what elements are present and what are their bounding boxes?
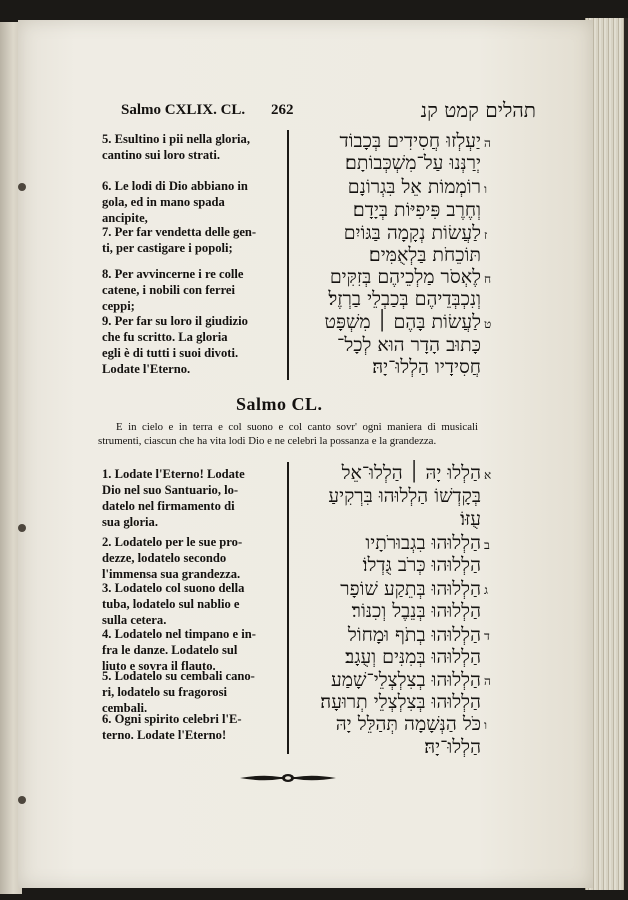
binding-hole: [18, 183, 26, 191]
hebrew-line: הַלְלוּהוּ כְּרֹב גֻּדְלוֹ׃: [362, 554, 481, 576]
page-number: 262: [271, 102, 294, 118]
end-ornament: [238, 771, 338, 785]
hebrew-line: הַלְלוּ־יָהּ׃: [424, 736, 481, 758]
psalm150-verse-4: 4. Lodatelo nel timpano e in- fra le danze. Lodatelo sul liuto e sovra il flauto.: [102, 627, 256, 673]
hebrew-line: הַלְלוּהוּ בְּמִנִּים וְעֻגָב׃: [345, 646, 481, 668]
psalm150-verse-3: 3. Lodatelo col suono della tuba, lodatelo sul nablio e sulla cetera.: [102, 581, 245, 627]
psalm149-verse-9: 9. Per far su loro il giudizio che fu scritto. La gloria egli è di tutti i suoi divoti. Lodate l'Eterno.: [102, 314, 248, 376]
hebrew-line: הַלְלוּ יָהּ ׀ הַלְלוּ־אֵל: [341, 462, 481, 484]
hebrew-line: הַלְלוּהוּ בְצִלְצְלֵי־שָׁמַע: [331, 669, 481, 691]
psalm149-verse-5: 5. Esultino i pii nella gloria, cantino sui loro strati.: [102, 132, 251, 162]
psalm150-verse-5: 5. Lodatelo su cembali cano- ri, lodatelo su fragorosi cembali.: [102, 669, 255, 715]
psalm150-verse-1: 1. Lodate l'Eterno! Lodate Dio nel suo Santuario, lo- datelo nel firmamento di sua gloria.: [102, 467, 245, 529]
psalm149-verse-8: 8. Per avvincerne i re colle catene, i nobili con ferrei ceppi;: [102, 267, 244, 313]
psalm150-intro: E in cielo e in terra e col suono e col canto sovr' ogni maniera di musicali strumenti, ciascun che ha vita lodi Dio e ne celebri la possanza e la grandezza.: [98, 421, 478, 447]
psalm150-verse-2: 2. Lodatelo per le sue pro- dezze, lodatelo secondo l'immensa sua grandezza.: [102, 535, 243, 581]
verse-letter: א: [484, 468, 492, 482]
hebrew-line: לַעֲשׂוֹת בָּהֶם ׀ מִשְׁפָּט: [324, 311, 481, 333]
verse-letter: ט: [484, 317, 492, 331]
hebrew-line: בְּקָדְשׁוֹ הַלְלוּהוּ בִּרְקִיעַ: [328, 485, 481, 507]
hebrew-line: לֶאְסֹר מַלְכֵיהֶם בְּזִקִּים: [329, 266, 481, 288]
running-head-hebrew: תהלים קמט קנ: [420, 98, 536, 122]
verse-letter: ה: [484, 136, 491, 150]
hebrew-line: כָּתוּב הָדָר הוּא לְכָל־: [337, 334, 481, 356]
verse-letter: ז: [484, 228, 488, 242]
verse-letter: ו: [484, 718, 488, 732]
psalm149-verse-6: 6. Le lodi di Dio abbiano in gola, ed in mano spada ancipite,: [102, 179, 248, 225]
verse-letter: ו: [484, 182, 488, 196]
verse-letter: ד: [484, 629, 490, 643]
hebrew-line: לַעֲשׂוֹת נְקָמָה בַּגּוֹיִם: [343, 222, 481, 244]
hebrew-line: וְחֶרֶב פִּיפִיּוֹת בְּיָדָם׃: [352, 199, 481, 221]
hebrew-line: הַלְלוּהוּ בְתֹף וּמָחוֹל: [347, 624, 481, 646]
hebrew-line: הַלְלוּהוּ בְּצִלְצְלֵי תְרוּעָה׃: [320, 691, 481, 713]
verse-letter: ב: [484, 538, 490, 552]
hebrew-line: חֲסִידָיו הַלְלוּ־יָהּ׃: [372, 356, 481, 378]
hebrew-line: תּוֹכֵחֹת בַּלְאֻמִּים׃: [368, 244, 481, 266]
binding-hole: [18, 796, 26, 804]
hebrew-line: יְרַנְּנוּ עַל־מִשְׁכְּבוֹתָם׃: [345, 152, 481, 174]
psalm150-title: Salmo CL.: [236, 394, 323, 414]
hebrew-line: רוֹמְמוֹת אֵל בִּגְרוֹנָם: [347, 176, 481, 198]
hebrew-line: הַלְלוּהוּ בְּנֵבֶל וְכִנּוֹר׃: [351, 600, 481, 622]
hebrew-line: הַלְלוּהוּ בְּתֵקַע שׁוֹפָר: [340, 578, 481, 600]
verse-letter: ח: [484, 272, 492, 286]
hebrew-line: כֹּל הַנְּשָׁמָה תְּהַלֵּל יָהּ: [335, 713, 481, 735]
psalm149-verse-7: 7. Per far vendetta delle gen- ti, per castigare i popoli;: [102, 225, 257, 255]
psalm150-verse-6: 6. Ogni spirito celebri l'E- terno. Lodate l'Eterno!: [102, 712, 242, 742]
hebrew-line: הַלְלוּהוּ בִגְבוּרֹתָיו: [365, 532, 481, 554]
running-head-left: Salmo CXLIX. CL.: [121, 102, 246, 118]
column-divider: [287, 462, 289, 754]
verse-letter: ה: [484, 674, 491, 688]
hebrew-line: עֻזּוֹ׃: [460, 508, 481, 530]
column-divider: [287, 130, 289, 380]
binding-hole: [18, 524, 26, 532]
verse-letter: ג: [484, 583, 488, 597]
hebrew-line: יַעְלְזוּ חֲסִידִים בְּכָבוֹד: [339, 130, 481, 152]
hebrew-line: וְנִכְבְּדֵיהֶם בְּכַבְלֵי בַרְזֶל׃: [328, 288, 481, 310]
